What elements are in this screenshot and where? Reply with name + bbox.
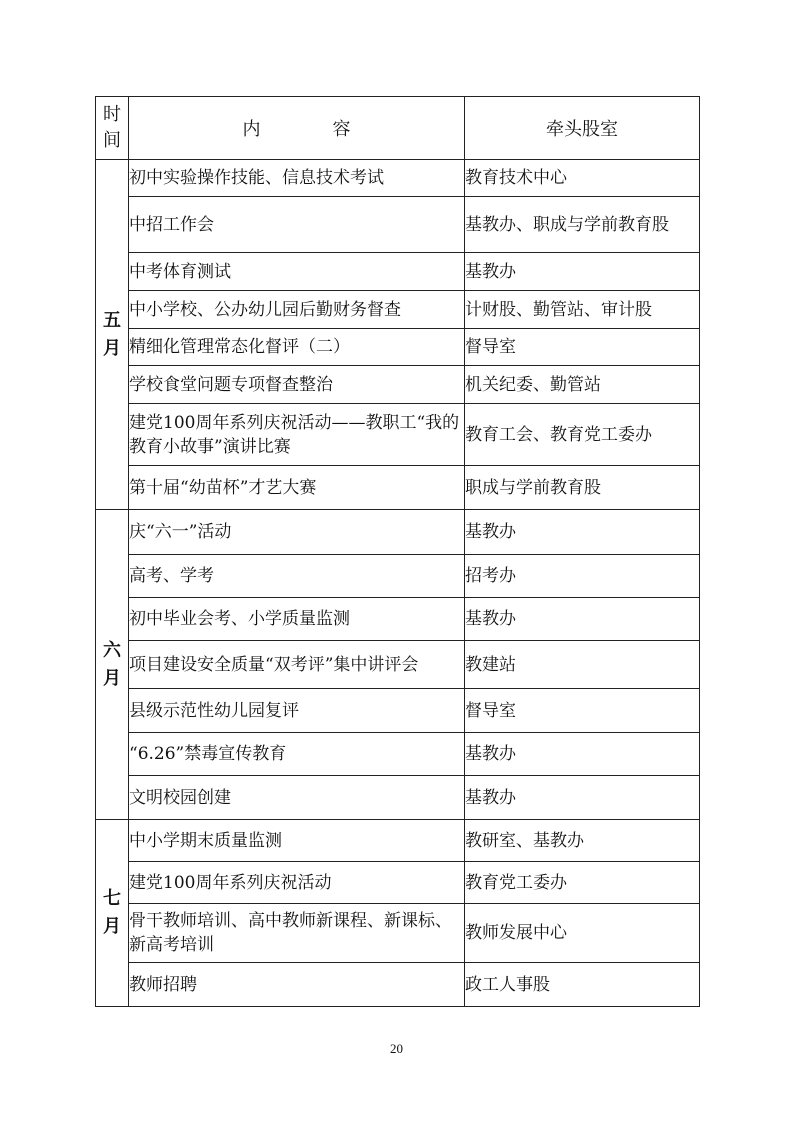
dept-cell: 教育技术中心 bbox=[465, 160, 700, 197]
schedule-table bbox=[95, 96, 700, 1007]
content-cell: 教师招聘 bbox=[129, 963, 465, 1007]
content-cell: 学校食堂问题专项督查整治 bbox=[129, 366, 465, 404]
content-cell: 高考、学考 bbox=[129, 555, 465, 598]
month-cell: 六月 bbox=[96, 510, 129, 820]
content-cell: 建党100周年系列庆祝活动——教职工“我的教育小故事”演讲比赛 bbox=[129, 404, 465, 466]
month-cell: 七月 bbox=[96, 820, 129, 1007]
content-cell: 骨干教师培训、高中教师新课程、新课标、新高考培训 bbox=[129, 904, 465, 963]
table-row bbox=[96, 197, 700, 253]
content-cell: “6.26”禁毒宣传教育 bbox=[129, 733, 465, 776]
dept-cell: 基教办、职成与学前教育股 bbox=[465, 197, 700, 253]
content-cell: 中考体育测试 bbox=[129, 253, 465, 291]
dept-cell: 教建站 bbox=[465, 641, 700, 689]
dept-cell: 督导室 bbox=[465, 689, 700, 733]
schedule-body bbox=[96, 160, 700, 1007]
month-cell: 五月 bbox=[96, 160, 129, 510]
table-row bbox=[96, 963, 700, 1007]
table-row bbox=[96, 253, 700, 291]
dept-cell: 教育党工委办 bbox=[465, 862, 700, 904]
table-row bbox=[96, 160, 700, 197]
content-cell: 中招工作会 bbox=[129, 197, 465, 253]
content-cell: 庆“六一”活动 bbox=[129, 510, 465, 555]
table-row bbox=[96, 404, 700, 466]
table-row bbox=[96, 466, 700, 510]
table-row bbox=[96, 366, 700, 404]
dept-cell: 基教办 bbox=[465, 598, 700, 641]
header-time: 时间 bbox=[96, 97, 129, 160]
content-cell: 精细化管理常态化督评（二） bbox=[129, 329, 465, 366]
header-dept: 牵头股室 bbox=[465, 97, 700, 160]
content-cell: 项目建设安全质量“双考评”集中讲评会 bbox=[129, 641, 465, 689]
dept-cell: 基教办 bbox=[465, 253, 700, 291]
table-row bbox=[96, 862, 700, 904]
dept-cell: 基教办 bbox=[465, 733, 700, 776]
content-cell: 建党100周年系列庆祝活动 bbox=[129, 862, 465, 904]
table-row bbox=[96, 598, 700, 641]
table-row bbox=[96, 641, 700, 689]
dept-cell: 职成与学前教育股 bbox=[465, 466, 700, 510]
content-cell: 中小学期末质量监测 bbox=[129, 820, 465, 862]
dept-cell: 招考办 bbox=[465, 555, 700, 598]
dept-cell: 政工人事股 bbox=[465, 963, 700, 1007]
page-number: 20 bbox=[390, 1041, 403, 1056]
table-row bbox=[96, 689, 700, 733]
content-cell: 初中毕业会考、小学质量监测 bbox=[129, 598, 465, 641]
dept-cell: 基教办 bbox=[465, 776, 700, 820]
table-row bbox=[96, 291, 700, 329]
header-row bbox=[96, 97, 700, 160]
dept-cell: 基教办 bbox=[465, 510, 700, 555]
dept-cell: 教师发展中心 bbox=[465, 904, 700, 963]
table-row bbox=[96, 510, 700, 555]
dept-cell: 计财股、勤管站、审计股 bbox=[465, 291, 700, 329]
table-row bbox=[96, 555, 700, 598]
content-cell: 初中实验操作技能、信息技术考试 bbox=[129, 160, 465, 197]
content-cell: 文明校园创建 bbox=[129, 776, 465, 820]
content-cell: 县级示范性幼儿园复评 bbox=[129, 689, 465, 733]
dept-cell: 教育工会、教育党工委办 bbox=[465, 404, 700, 466]
table-row bbox=[96, 776, 700, 820]
dept-cell: 教研室、基教办 bbox=[465, 820, 700, 862]
table-row bbox=[96, 733, 700, 776]
dept-cell: 督导室 bbox=[465, 329, 700, 366]
table-row bbox=[96, 904, 700, 963]
dept-cell: 机关纪委、勤管站 bbox=[465, 366, 700, 404]
content-cell: 第十届“幼苗杯”才艺大赛 bbox=[129, 466, 465, 510]
content-cell: 中小学校、公办幼儿园后勤财务督查 bbox=[129, 291, 465, 329]
header-content: 内 容 bbox=[129, 97, 465, 160]
table-row bbox=[96, 329, 700, 366]
table-row bbox=[96, 820, 700, 862]
